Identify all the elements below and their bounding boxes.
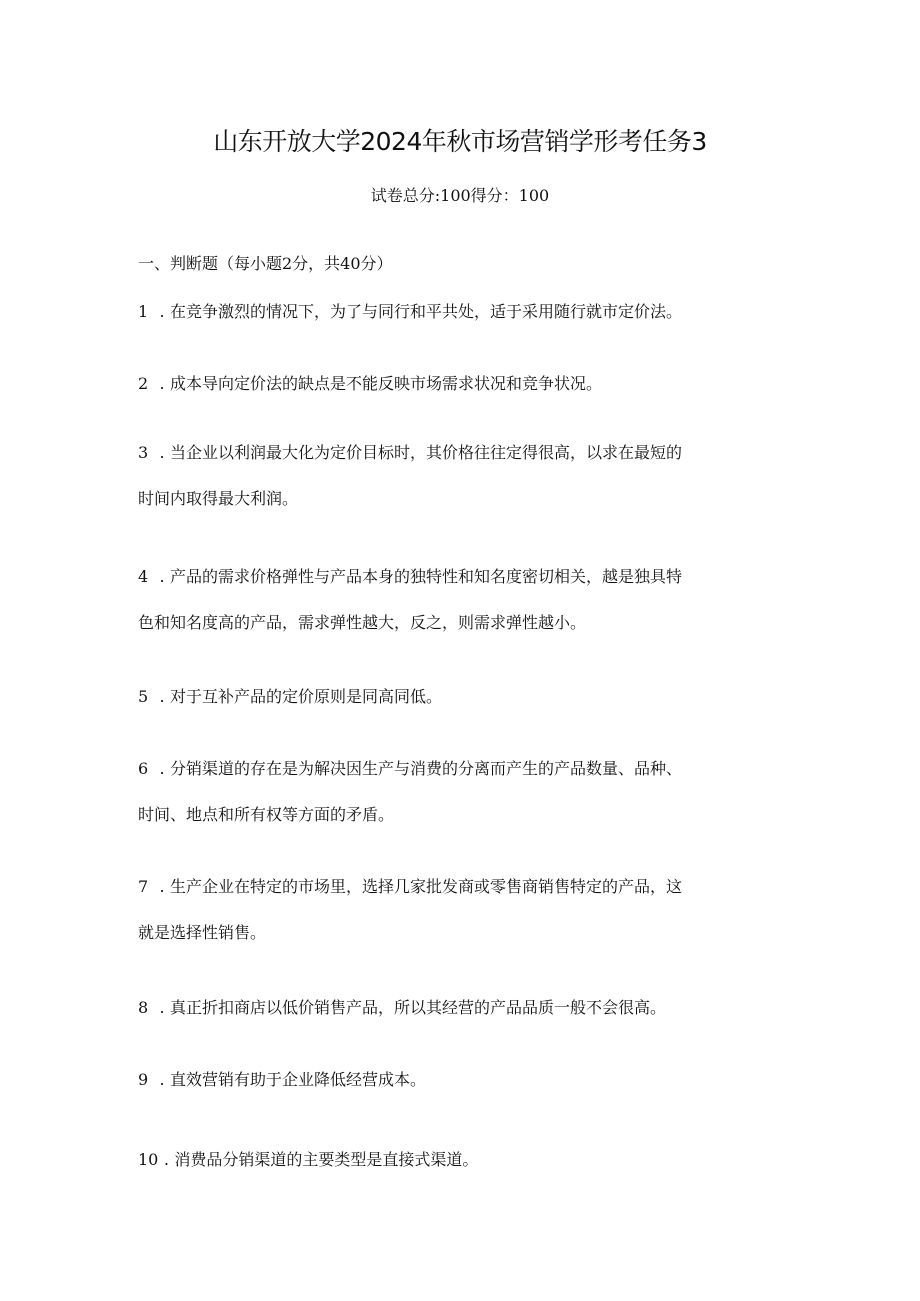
question-6 [138,757,778,827]
question-1 [138,300,778,324]
question-number: 8 [138,998,149,1017]
question-line: 3 . 当企业以利润最大化为定价目标时，其价格往往定得很高，以求在最短的 [138,441,778,465]
question-text: 当企业以利润最大化为定价目标时，其价格往往定得很高，以求在最短的 [170,443,683,462]
question-line-continued: 就是选择性销售。 [138,923,267,942]
question-number: 3 [138,443,149,462]
question-line: 7 . 生产企业在特定的市场里，选择几家批发商或零售商销售特定的产品，这 [138,875,778,899]
question-text: 消费品分销渠道的主要类型是直接式渠道。 [174,1150,479,1169]
question-line: 5 . 对于互补产品的定价原则是同高同低。 [138,685,778,709]
question-number: 5 [138,687,149,706]
question-line: 10 . 消费品分销渠道的主要类型是直接式渠道。 [138,1148,778,1172]
question-line-continued: 时间、地点和所有权等方面的矛盾。 [138,805,395,824]
question-2 [138,372,778,396]
question-line-continued: 色和知名度高的产品，需求弹性越大，反之，则需求弹性越小。 [138,613,587,632]
question-text: 在竞争激烈的情况下，为了与同行和平共处，适于采用随行就市定价法。 [170,302,683,321]
question-line: 6 . 分销渠道的存在是为解决因生产与消费的分离而产生的产品数量、品种、 [138,757,778,781]
question-7 [138,875,778,945]
score-line: 试卷总分:100得分：100 [370,186,550,205]
question-line: 2 . 成本导向定价法的缺点是不能反映市场需求状况和竞争状况。 [138,372,778,396]
question-8 [138,996,778,1020]
question-4 [138,565,778,635]
question-text: 成本导向定价法的缺点是不能反映市场需求状况和竞争状况。 [170,374,603,393]
section-heading: 一、判断题（每小题2分，共40分） [138,254,393,273]
question-line: 8 . 真正折扣商店以低价销售产品，所以其经营的产品品质一般不会很高。 [138,996,778,1020]
question-text: 对于互补产品的定价原则是同高同低。 [170,687,443,706]
question-line: 1 . 在竞争激烈的情况下，为了与同行和平共处，适于采用随行就市定价法。 [138,300,778,324]
question-10 [138,1148,778,1172]
question-9 [138,1068,778,1092]
question-number: 4 [138,567,149,586]
question-text: 分销渠道的存在是为解决因生产与消费的分离而产生的产品数量、品种、 [170,759,683,778]
question-line: 9 . 直效营销有助于企业降低经营成本。 [138,1068,778,1092]
question-number: 10 [138,1150,159,1169]
question-line: 4 . 产品的需求价格弹性与产品本身的独特性和知名度密切相关，越是独具特 [138,565,778,589]
question-text: 真正折扣商店以低价销售产品，所以其经营的产品品质一般不会很高。 [170,998,667,1017]
page-title: 山东开放大学2024年秋市场营销学形考任务3 [213,127,707,156]
question-text: 生产企业在特定的市场里，选择几家批发商或零售商销售特定的产品，这 [170,877,683,896]
question-number: 9 [138,1070,149,1089]
question-3 [138,441,778,511]
question-number: 2 [138,374,149,393]
question-number: 6 [138,759,149,778]
question-number: 1 [138,302,149,321]
question-5 [138,685,778,709]
question-line-continued: 时间内取得最大利润。 [138,489,299,508]
question-text: 直效营销有助于企业降低经营成本。 [170,1070,427,1089]
question-text: 产品的需求价格弹性与产品本身的独特性和知名度密切相关，越是独具特 [170,567,683,586]
question-number: 7 [138,877,149,896]
